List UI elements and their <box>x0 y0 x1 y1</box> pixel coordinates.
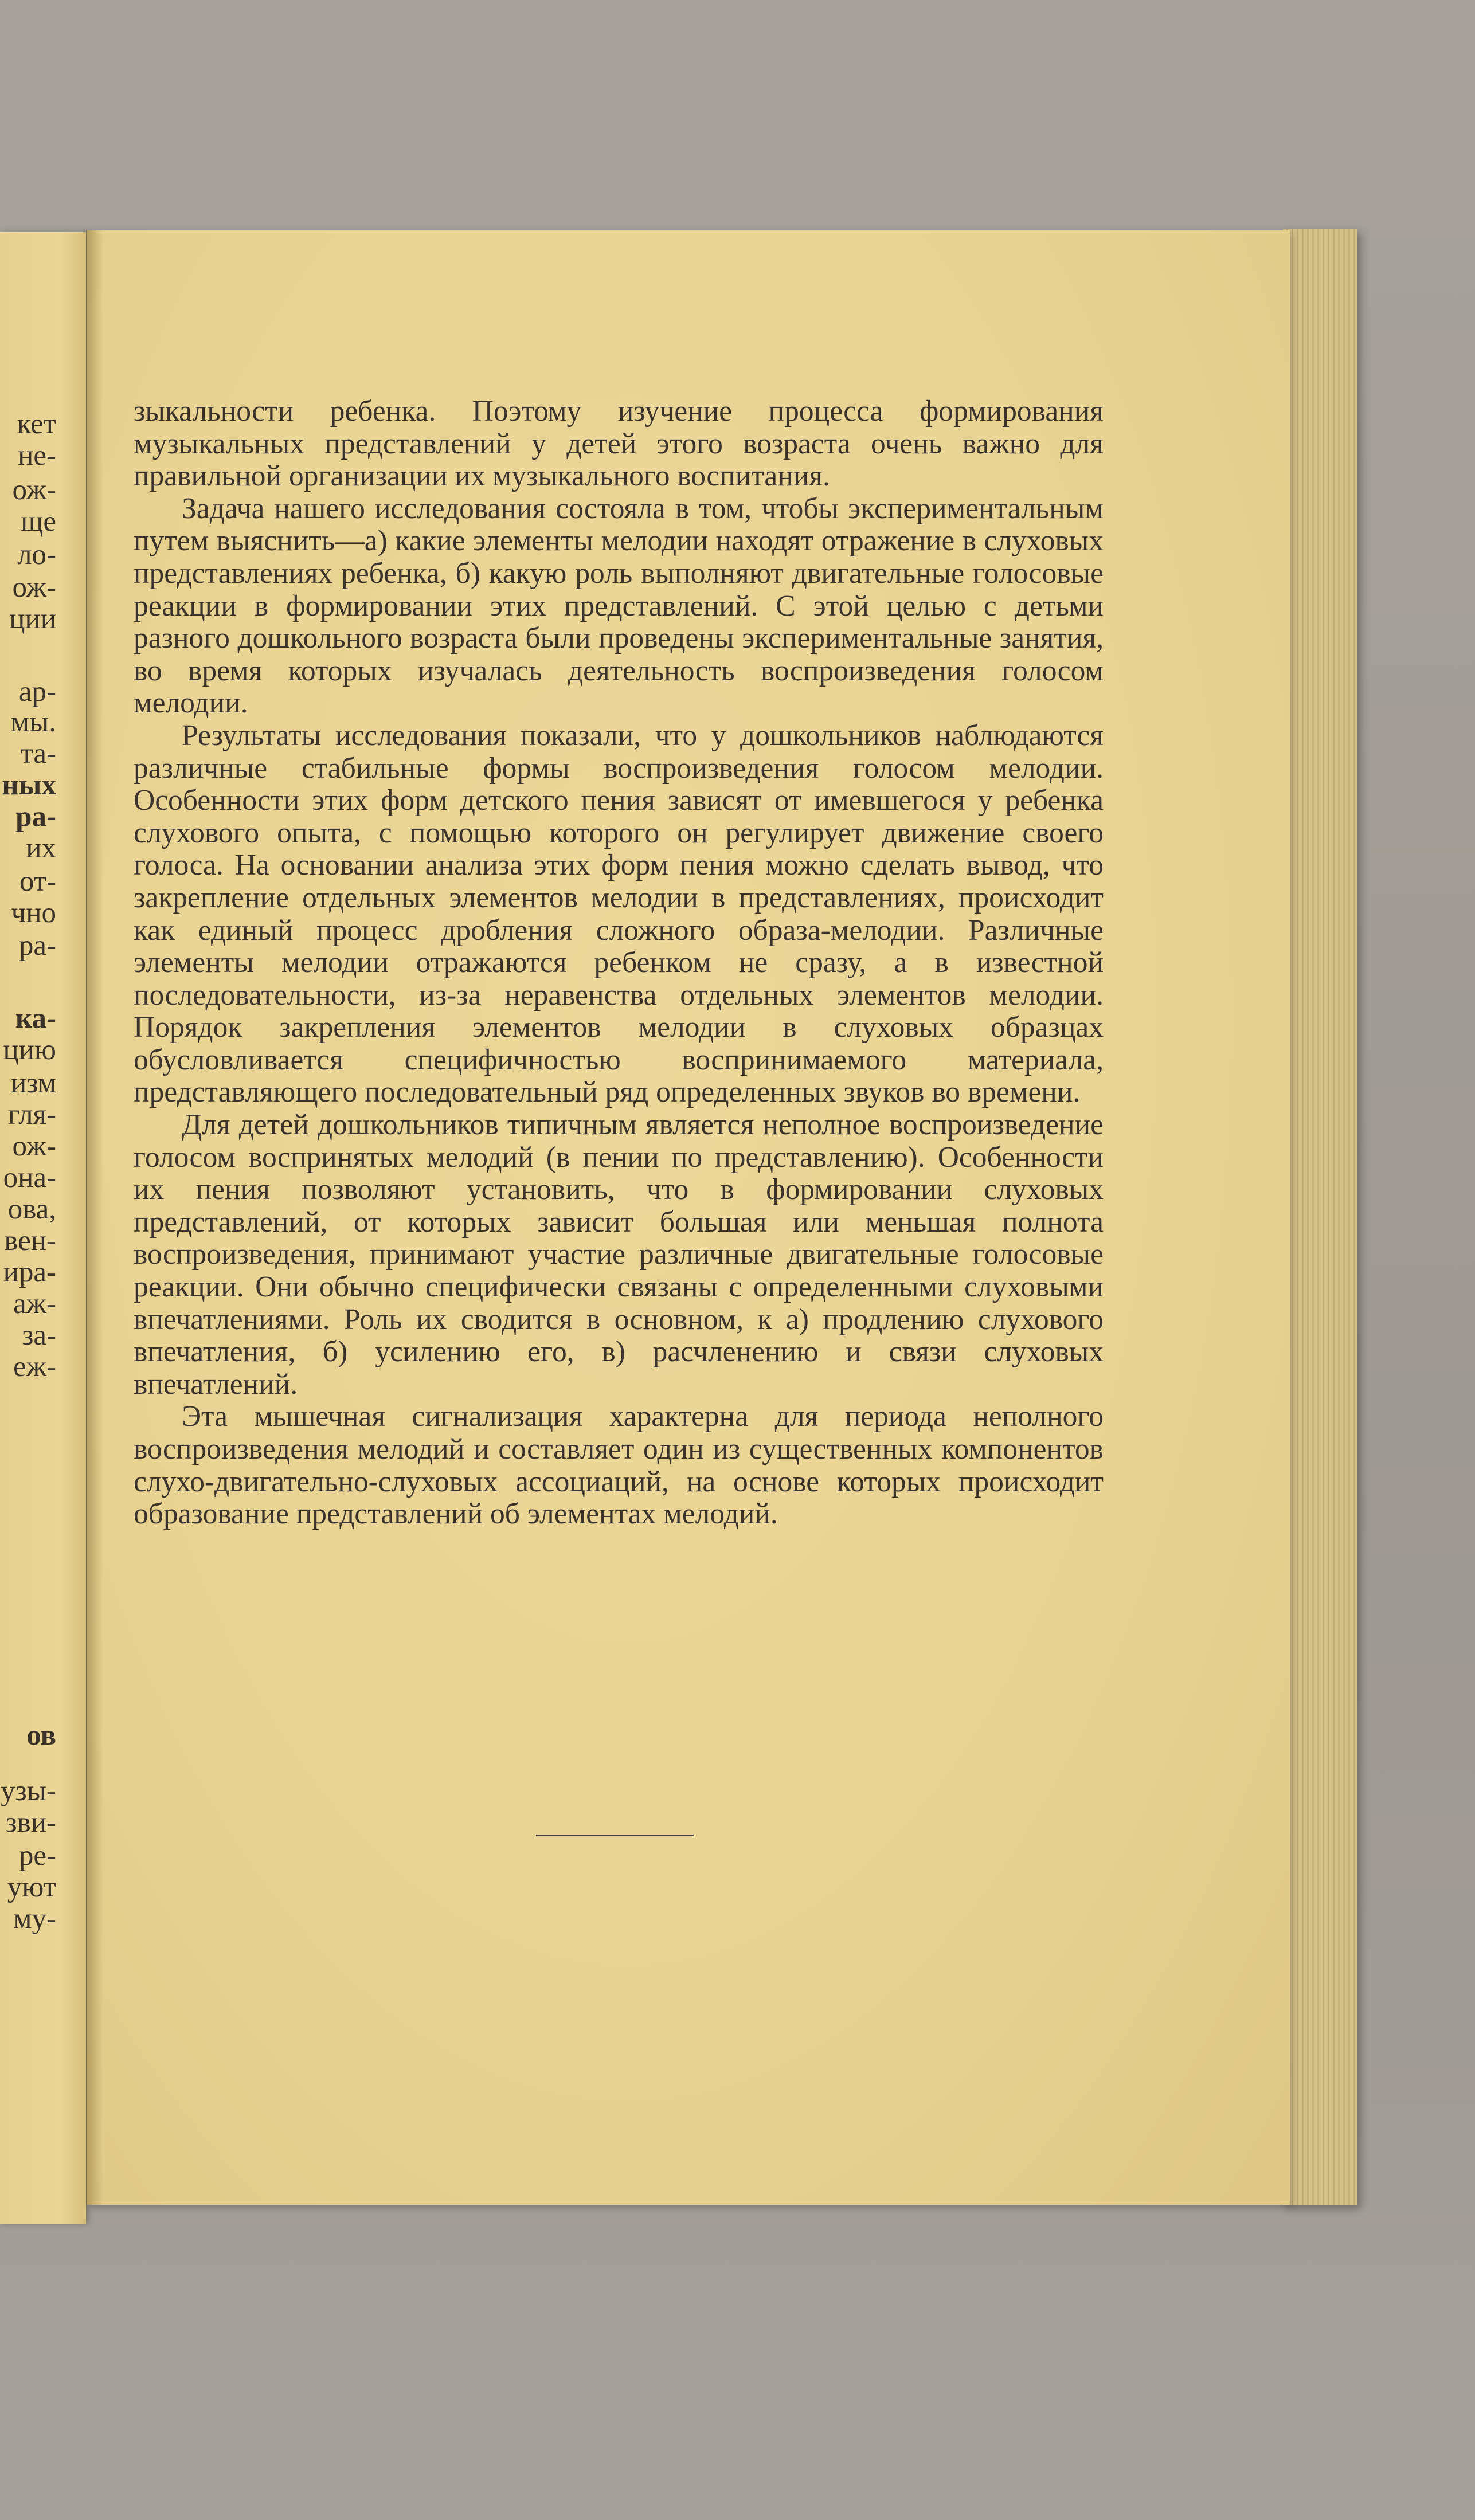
previous-page-fragment: ло- <box>17 539 56 571</box>
previous-page-fragment: ов <box>26 1719 56 1751</box>
paragraph-3: Результаты исследования показали, что у дошкольников наблюдаются различные стабильные формы воспроизведения голосом мелодии. Особенности этих форм детского пения зависят от имевшегося у ребенка слухового опыта, с помощью которого он регулирует движение своего голоса. На основании анализа этих форм пения можно сделать вывод, что закрепление отдельных элементов мелодии в представлениях, происходит как единый процесс дробления сложного образа-мелодии. Различные элементы мелодии отражаются ребенком не сразу, а в известной последовательности, из-за неравенства отдельных элементов мелодии. Порядок закрепления элементов мелодии в слуховых образцах обусловливается специфичностью воспринимаемого материала, представляющего последовательный ряд определенных звуков во времени. <box>134 719 1104 1109</box>
previous-page-fragment: ще <box>21 505 56 538</box>
previous-page-fragment: цию <box>3 1034 56 1066</box>
previous-page-fragment: мы. <box>10 706 56 738</box>
previous-page-fragment: ож- <box>12 474 56 506</box>
previous-page-fragment: та- <box>20 738 56 770</box>
paragraph-2: Задача нашего исследования состояла в том, чтобы экспериментальным путем выяснить—а) какие элементы мелодии находят отражение в слуховых представлениях ребенка, б) какую роль выполняют двигательные голосовые реакции в формировании этих представлений. С этой целью с детьми разного дошкольного возраста были проведены экспериментальные занятия, во время которых изучалась деятельность воспроизведения голосом мелодии. <box>134 492 1104 720</box>
previous-page-fragment: вен- <box>4 1225 56 1257</box>
paragraph-5: Эта мышечная сигнализация характерна для периода неполного воспроизведения мелодий и составляет один из существенных компонентов слухо-двигательно-слуховых ассоциаций, на основе которых происходит образование представлений об элементах мелодий. <box>134 1400 1104 1531</box>
end-rule-divider <box>536 1835 694 1836</box>
previous-page-fragment: ре- <box>18 1840 56 1872</box>
previous-page-fragment: узы- <box>1 1775 56 1807</box>
previous-page-edge <box>0 232 86 2224</box>
paragraph-1: зыкальности ребенка. Поэтому изучение процесса формирования музыкальных представлений у детей этого возраста очень важно для правильной организации их музыкального воспитания. <box>134 395 1104 493</box>
previous-page-fragment: ции <box>9 603 56 635</box>
previous-page-fragment: гля- <box>7 1099 56 1131</box>
previous-page-fragment: ных <box>2 769 56 801</box>
previous-page-fragment: уют <box>7 1871 56 1903</box>
previous-page-fragment: еж- <box>13 1351 56 1383</box>
previous-page-fragment: от- <box>19 865 56 898</box>
previous-page-fragment: изм <box>11 1067 56 1099</box>
previous-page-fragment: не- <box>18 440 56 472</box>
previous-page-fragment: она- <box>3 1162 56 1194</box>
previous-page-fragment: ар- <box>18 676 56 708</box>
previous-page-fragment: чно <box>11 897 56 929</box>
previous-page-fragment: аж- <box>13 1288 56 1320</box>
previous-page-fragment: ира- <box>3 1256 56 1288</box>
previous-page-fragment: за- <box>22 1319 56 1351</box>
previous-page-fragment: ож- <box>12 1130 56 1162</box>
previous-page-fragment: зви- <box>5 1806 56 1839</box>
page-stack-edge <box>1283 229 1357 2205</box>
previous-page-fragment: кет <box>17 408 56 440</box>
page-body-text <box>134 395 1104 1531</box>
previous-page-fragment: ра- <box>18 930 56 962</box>
previous-page-fragment: их <box>26 832 56 864</box>
previous-page-fragment: му- <box>13 1903 56 1935</box>
previous-page-fragment: ра- <box>15 801 56 833</box>
page-gutter-shadow <box>86 230 103 2205</box>
previous-page-fragment: ка- <box>15 1002 56 1034</box>
previous-page-fragment: ож- <box>12 571 56 603</box>
paragraph-4: Для детей дошкольников типичным является неполное воспроизведение голосом воспринятых мелодий (в пении по представлению). Особенности их пения позволяют установить, что в формировании слуховых представлений, от которых зависит большая или меньшая полнота воспроизведения, принимают участие различные двигательные голосовые реакции. Они обычно специфически связаны с определенными слуховыми впечатлениями. Роль их сводится в основном, к а) продлению слухового впечатления, б) усилению его, в) расчленению и связи слуховых впечатлений. <box>134 1108 1104 1401</box>
previous-page-fragment: ова, <box>7 1193 56 1225</box>
